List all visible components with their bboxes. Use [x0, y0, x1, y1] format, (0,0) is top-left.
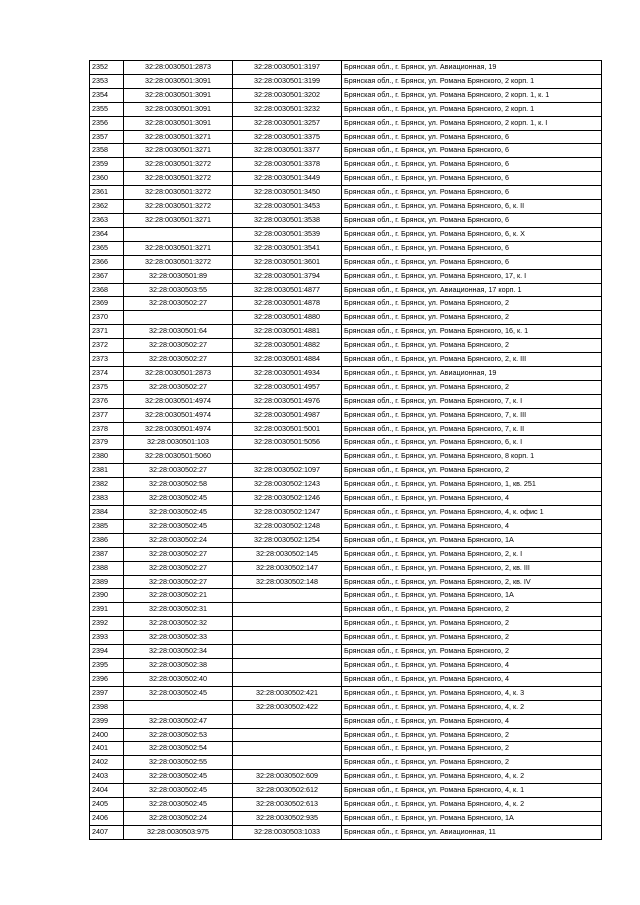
- row-number-cell: 2352: [90, 61, 124, 75]
- land-parcel-number-cell: 32:28:0030502:27: [124, 353, 233, 367]
- row-number-cell: 2407: [90, 825, 124, 839]
- table-row: [90, 742, 602, 756]
- row-number-cell: 2373: [90, 353, 124, 367]
- land-parcel-number-cell: 32:28:0030501:103: [124, 436, 233, 450]
- row-number-cell: 2403: [90, 770, 124, 784]
- object-cadastral-number-cell: [233, 756, 342, 770]
- table-row: [90, 617, 602, 631]
- table-row: [90, 74, 602, 88]
- object-cadastral-number-cell: [233, 728, 342, 742]
- object-cadastral-number-cell: 32:28:0030501:3197: [233, 61, 342, 75]
- row-number-cell: 2358: [90, 144, 124, 158]
- address-cell: Брянская обл., г. Брянск, ул. Романа Брянского, 4: [342, 672, 602, 686]
- address-cell: Брянская обл., г. Брянск, ул. Романа Брянского, 2 корп. 1: [342, 74, 602, 88]
- object-cadastral-number-cell: 32:28:0030502:1246: [233, 492, 342, 506]
- row-number-cell: 2379: [90, 436, 124, 450]
- table-row: [90, 88, 602, 102]
- table-row: [90, 589, 602, 603]
- land-parcel-number-cell: 32:28:0030501:3271: [124, 213, 233, 227]
- object-cadastral-number-cell: 32:28:0030501:4878: [233, 297, 342, 311]
- address-cell: Брянская обл., г. Брянск, ул. Романа Брянского, 2, к. I: [342, 547, 602, 561]
- row-number-cell: 2356: [90, 116, 124, 130]
- row-number-cell: 2402: [90, 756, 124, 770]
- table-row: [90, 158, 602, 172]
- land-parcel-number-cell: 32:28:0030502:58: [124, 478, 233, 492]
- table-row: [90, 658, 602, 672]
- row-number-cell: 2364: [90, 227, 124, 241]
- row-number-cell: 2363: [90, 213, 124, 227]
- object-cadastral-number-cell: 32:28:0030502:145: [233, 547, 342, 561]
- object-cadastral-number-cell: 32:28:0030501:4976: [233, 394, 342, 408]
- land-parcel-number-cell: 32:28:0030501:3091: [124, 102, 233, 116]
- object-cadastral-number-cell: [233, 450, 342, 464]
- row-number-cell: 2354: [90, 88, 124, 102]
- object-cadastral-number-cell: 32:28:0030502:421: [233, 686, 342, 700]
- table-row: [90, 798, 602, 812]
- object-cadastral-number-cell: 32:28:0030501:5001: [233, 422, 342, 436]
- object-cadastral-number-cell: 32:28:0030502:609: [233, 770, 342, 784]
- land-parcel-number-cell: 32:28:0030502:40: [124, 672, 233, 686]
- land-parcel-number-cell: 32:28:0030502:45: [124, 770, 233, 784]
- object-cadastral-number-cell: 32:28:0030502:1247: [233, 506, 342, 520]
- address-cell: Брянская обл., г. Брянск, ул. Романа Брянского, 6: [342, 158, 602, 172]
- object-cadastral-number-cell: 32:28:0030501:3539: [233, 227, 342, 241]
- land-parcel-number-cell: 32:28:0030501:3272: [124, 255, 233, 269]
- table-row: [90, 200, 602, 214]
- address-cell: Брянская обл., г. Брянск, ул. Романа Брянского, 2: [342, 645, 602, 659]
- table-row: [90, 478, 602, 492]
- land-parcel-number-cell: 32:28:0030501:4974: [124, 394, 233, 408]
- table-row: [90, 631, 602, 645]
- table-row: [90, 116, 602, 130]
- land-parcel-number-cell: 32:28:0030501:3091: [124, 88, 233, 102]
- address-cell: Брянская обл., г. Брянск, ул. Романа Брянского, 6: [342, 144, 602, 158]
- address-cell: Брянская обл., г. Брянск, ул. Романа Брянского, 6: [342, 255, 602, 269]
- address-cell: Брянская обл., г. Брянск, ул. Романа Брянского, 1, кв. 251: [342, 478, 602, 492]
- address-cell: Брянская обл., г. Брянск, ул. Романа Брянского, 8 корп. 1: [342, 450, 602, 464]
- address-cell: Брянская обл., г. Брянск, ул. Романа Брянского, 6, к. I: [342, 436, 602, 450]
- row-number-cell: 2366: [90, 255, 124, 269]
- table-row: [90, 756, 602, 770]
- land-parcel-number-cell: [124, 227, 233, 241]
- land-parcel-number-cell: 32:28:0030501:3091: [124, 116, 233, 130]
- address-cell: Брянская обл., г. Брянск, ул. Романа Брянского, 16, к. 1: [342, 325, 602, 339]
- land-parcel-number-cell: 32:28:0030502:33: [124, 631, 233, 645]
- land-parcel-number-cell: 32:28:0030501:64: [124, 325, 233, 339]
- row-number-cell: 2375: [90, 380, 124, 394]
- row-number-cell: 2382: [90, 478, 124, 492]
- address-cell: Брянская обл., г. Брянск, ул. Романа Брянского, 6: [342, 186, 602, 200]
- row-number-cell: 2387: [90, 547, 124, 561]
- address-cell: Брянская обл., г. Брянск, ул. Романа Брянского, 2: [342, 631, 602, 645]
- table-row: [90, 575, 602, 589]
- land-parcel-number-cell: 32:28:0030502:45: [124, 506, 233, 520]
- table-row: [90, 436, 602, 450]
- table-row: [90, 408, 602, 422]
- table-row: [90, 130, 602, 144]
- object-cadastral-number-cell: 32:28:0030501:3794: [233, 269, 342, 283]
- land-parcel-number-cell: 32:28:0030501:5060: [124, 450, 233, 464]
- address-cell: Брянская обл., г. Брянск, ул. Романа Брянского, 2 корп. 1: [342, 102, 602, 116]
- address-cell: Брянская обл., г. Брянск, ул. Романа Брянского, 6, к. X: [342, 227, 602, 241]
- row-number-cell: 2398: [90, 700, 124, 714]
- table-row: [90, 227, 602, 241]
- object-cadastral-number-cell: 32:28:0030501:3202: [233, 88, 342, 102]
- object-cadastral-number-cell: [233, 631, 342, 645]
- object-cadastral-number-cell: 32:28:0030501:3377: [233, 144, 342, 158]
- land-parcel-number-cell: 32:28:0030502:27: [124, 339, 233, 353]
- address-cell: Брянская обл., г. Брянск, ул. Романа Брянского, 2, кв. IV: [342, 575, 602, 589]
- address-cell: Брянская обл., г. Брянск, ул. Романа Брянского, 2: [342, 297, 602, 311]
- land-parcel-number-cell: 32:28:0030502:45: [124, 784, 233, 798]
- object-cadastral-number-cell: [233, 672, 342, 686]
- address-cell: Брянская обл., г. Брянск, ул. Романа Брянского, 2: [342, 380, 602, 394]
- row-number-cell: 2396: [90, 672, 124, 686]
- object-cadastral-number-cell: 32:28:0030502:613: [233, 798, 342, 812]
- address-cell: Брянская обл., г. Брянск, ул. Романа Брянского, 4: [342, 714, 602, 728]
- row-number-cell: 2369: [90, 297, 124, 311]
- table-row: [90, 672, 602, 686]
- land-parcel-number-cell: 32:28:0030502:21: [124, 589, 233, 603]
- address-cell: Брянская обл., г. Брянск, ул. Романа Брянского, 2: [342, 742, 602, 756]
- row-number-cell: 2357: [90, 130, 124, 144]
- object-cadastral-number-cell: 32:28:0030501:4987: [233, 408, 342, 422]
- address-cell: Брянская обл., г. Брянск, ул. Романа Брянского, 1А: [342, 811, 602, 825]
- land-parcel-number-cell: 32:28:0030501:4974: [124, 408, 233, 422]
- row-number-cell: 2365: [90, 241, 124, 255]
- land-parcel-number-cell: 32:28:0030501:3272: [124, 172, 233, 186]
- object-cadastral-number-cell: 32:28:0030503:1033: [233, 825, 342, 839]
- row-number-cell: 2359: [90, 158, 124, 172]
- row-number-cell: 2390: [90, 589, 124, 603]
- object-cadastral-number-cell: 32:28:0030501:3450: [233, 186, 342, 200]
- object-cadastral-number-cell: 32:28:0030501:4882: [233, 339, 342, 353]
- object-cadastral-number-cell: 32:28:0030501:4877: [233, 283, 342, 297]
- land-parcel-number-cell: 32:28:0030502:45: [124, 686, 233, 700]
- land-parcel-number-cell: 32:28:0030501:3271: [124, 241, 233, 255]
- object-cadastral-number-cell: 32:28:0030501:4881: [233, 325, 342, 339]
- address-cell: Брянская обл., г. Брянск, ул. Романа Брянского, 2, кв. III: [342, 561, 602, 575]
- land-parcel-number-cell: 32:28:0030502:47: [124, 714, 233, 728]
- row-number-cell: 2385: [90, 519, 124, 533]
- address-cell: Брянская обл., г. Брянск, ул. Романа Брянского, 2, к. III: [342, 353, 602, 367]
- object-cadastral-number-cell: 32:28:0030502:1243: [233, 478, 342, 492]
- table-row: [90, 144, 602, 158]
- address-cell: Брянская обл., г. Брянск, ул. Романа Брянского, 2: [342, 464, 602, 478]
- row-number-cell: 2405: [90, 798, 124, 812]
- land-parcel-number-cell: 32:28:0030502:27: [124, 547, 233, 561]
- address-cell: Брянская обл., г. Брянск, ул. Романа Брянского, 7, к. III: [342, 408, 602, 422]
- address-cell: Брянская обл., г. Брянск, ул. Романа Брянского, 17, к. I: [342, 269, 602, 283]
- object-cadastral-number-cell: 32:28:0030501:5056: [233, 436, 342, 450]
- table-row: [90, 603, 602, 617]
- land-parcel-number-cell: 32:28:0030502:31: [124, 603, 233, 617]
- table-row: [90, 422, 602, 436]
- table-row: [90, 547, 602, 561]
- table-row: [90, 825, 602, 839]
- object-cadastral-number-cell: [233, 658, 342, 672]
- table-row: [90, 464, 602, 478]
- row-number-cell: 2401: [90, 742, 124, 756]
- row-number-cell: 2380: [90, 450, 124, 464]
- table-row: [90, 492, 602, 506]
- address-cell: Брянская обл., г. Брянск, ул. Романа Брянского, 4: [342, 519, 602, 533]
- object-cadastral-number-cell: 32:28:0030501:3232: [233, 102, 342, 116]
- address-cell: Брянская обл., г. Брянск, ул. Романа Брянского, 6: [342, 241, 602, 255]
- land-parcel-number-cell: 32:28:0030501:3091: [124, 74, 233, 88]
- address-cell: Брянская обл., г. Брянск, ул. Романа Брянского, 2: [342, 617, 602, 631]
- object-cadastral-number-cell: [233, 589, 342, 603]
- row-number-cell: 2367: [90, 269, 124, 283]
- object-cadastral-number-cell: 32:28:0030502:1248: [233, 519, 342, 533]
- row-number-cell: 2389: [90, 575, 124, 589]
- table-row: [90, 380, 602, 394]
- table-row: [90, 686, 602, 700]
- land-parcel-number-cell: 32:28:0030502:54: [124, 742, 233, 756]
- row-number-cell: 2397: [90, 686, 124, 700]
- object-cadastral-number-cell: [233, 714, 342, 728]
- table-row: [90, 714, 602, 728]
- row-number-cell: 2383: [90, 492, 124, 506]
- table-row: [90, 700, 602, 714]
- row-number-cell: 2406: [90, 811, 124, 825]
- row-number-cell: 2386: [90, 533, 124, 547]
- object-cadastral-number-cell: 32:28:0030501:3378: [233, 158, 342, 172]
- row-number-cell: 2381: [90, 464, 124, 478]
- object-cadastral-number-cell: 32:28:0030502:935: [233, 811, 342, 825]
- address-cell: Брянская обл., г. Брянск, ул. Романа Брянского, 4: [342, 492, 602, 506]
- address-cell: Брянская обл., г. Брянск, ул. Романа Брянского, 7, к. I: [342, 394, 602, 408]
- address-cell: Брянская обл., г. Брянск, ул. Романа Брянского, 1А: [342, 589, 602, 603]
- object-cadastral-number-cell: 32:28:0030501:3601: [233, 255, 342, 269]
- object-cadastral-number-cell: 32:28:0030501:4934: [233, 366, 342, 380]
- land-parcel-number-cell: 32:28:0030501:3271: [124, 144, 233, 158]
- land-parcel-number-cell: 32:28:0030502:45: [124, 519, 233, 533]
- row-number-cell: 2362: [90, 200, 124, 214]
- table-row: [90, 325, 602, 339]
- address-cell: Брянская обл., г. Брянск, ул. Романа Брянского, 6: [342, 172, 602, 186]
- address-cell: Брянская обл., г. Брянск, ул. Романа Брянского, 4, к. 3: [342, 686, 602, 700]
- land-parcel-number-cell: 32:28:0030502:27: [124, 380, 233, 394]
- row-number-cell: 2388: [90, 561, 124, 575]
- object-cadastral-number-cell: 32:28:0030501:4880: [233, 311, 342, 325]
- table-row: [90, 366, 602, 380]
- table-row: [90, 728, 602, 742]
- table-row: [90, 255, 602, 269]
- object-cadastral-number-cell: 32:28:0030502:1097: [233, 464, 342, 478]
- row-number-cell: 2361: [90, 186, 124, 200]
- land-parcel-number-cell: 32:28:0030501:3272: [124, 158, 233, 172]
- table-body: [90, 61, 602, 840]
- object-cadastral-number-cell: [233, 617, 342, 631]
- table-row: [90, 102, 602, 116]
- address-cell: Брянская обл., г. Брянск, ул. Авиационная, 19: [342, 61, 602, 75]
- cadastral-registry-table: [89, 60, 602, 840]
- table-row: [90, 269, 602, 283]
- address-cell: Брянская обл., г. Брянск, ул. Романа Брянского, 4, к. 2: [342, 798, 602, 812]
- object-cadastral-number-cell: 32:28:0030501:4957: [233, 380, 342, 394]
- table-row: [90, 394, 602, 408]
- row-number-cell: 2394: [90, 645, 124, 659]
- table-row: [90, 770, 602, 784]
- land-parcel-number-cell: 32:28:0030501:2873: [124, 61, 233, 75]
- address-cell: Брянская обл., г. Брянск, ул. Романа Брянского, 6, к. II: [342, 200, 602, 214]
- row-number-cell: 2404: [90, 784, 124, 798]
- object-cadastral-number-cell: 32:28:0030501:3199: [233, 74, 342, 88]
- land-parcel-number-cell: 32:28:0030502:45: [124, 798, 233, 812]
- object-cadastral-number-cell: [233, 645, 342, 659]
- table-row: [90, 213, 602, 227]
- table-row: [90, 241, 602, 255]
- land-parcel-number-cell: 32:28:0030502:27: [124, 297, 233, 311]
- land-parcel-number-cell: [124, 700, 233, 714]
- object-cadastral-number-cell: [233, 742, 342, 756]
- row-number-cell: 2400: [90, 728, 124, 742]
- row-number-cell: 2378: [90, 422, 124, 436]
- object-cadastral-number-cell: 32:28:0030501:3541: [233, 241, 342, 255]
- object-cadastral-number-cell: 32:28:0030501:3453: [233, 200, 342, 214]
- address-cell: Брянская обл., г. Брянск, ул. Романа Брянского, 4, к. 2: [342, 770, 602, 784]
- object-cadastral-number-cell: 32:28:0030501:3257: [233, 116, 342, 130]
- land-parcel-number-cell: 32:28:0030501:3272: [124, 200, 233, 214]
- object-cadastral-number-cell: [233, 603, 342, 617]
- table-row: [90, 450, 602, 464]
- table-row: [90, 519, 602, 533]
- address-cell: Брянская обл., г. Брянск, ул. Романа Брянского, 2: [342, 603, 602, 617]
- object-cadastral-number-cell: 32:28:0030501:4884: [233, 353, 342, 367]
- table-row: [90, 61, 602, 75]
- table-row: [90, 645, 602, 659]
- address-cell: Брянская обл., г. Брянск, ул. Романа Брянского, 4: [342, 658, 602, 672]
- row-number-cell: 2377: [90, 408, 124, 422]
- table-row: [90, 561, 602, 575]
- address-cell: Брянская обл., г. Брянск, ул. Авиационная, 11: [342, 825, 602, 839]
- object-cadastral-number-cell: 32:28:0030501:3375: [233, 130, 342, 144]
- row-number-cell: 2355: [90, 102, 124, 116]
- address-cell: Брянская обл., г. Брянск, ул. Романа Брянского, 4, к. 1: [342, 784, 602, 798]
- row-number-cell: 2360: [90, 172, 124, 186]
- land-parcel-number-cell: 32:28:0030501:89: [124, 269, 233, 283]
- address-cell: Брянская обл., г. Брянск, ул. Авиационная, 19: [342, 366, 602, 380]
- land-parcel-number-cell: 32:28:0030501:2873: [124, 366, 233, 380]
- address-cell: Брянская обл., г. Брянск, ул. Романа Брянского, 1А: [342, 533, 602, 547]
- land-parcel-number-cell: 32:28:0030503:975: [124, 825, 233, 839]
- object-cadastral-number-cell: 32:28:0030501:3449: [233, 172, 342, 186]
- row-number-cell: 2395: [90, 658, 124, 672]
- table-row: [90, 172, 602, 186]
- row-number-cell: 2376: [90, 394, 124, 408]
- address-cell: Брянская обл., г. Брянск, ул. Романа Брянского, 4, к. офис 1: [342, 506, 602, 520]
- land-parcel-number-cell: 32:28:0030502:24: [124, 811, 233, 825]
- row-number-cell: 2392: [90, 617, 124, 631]
- object-cadastral-number-cell: 32:28:0030502:147: [233, 561, 342, 575]
- row-number-cell: 2374: [90, 366, 124, 380]
- land-parcel-number-cell: 32:28:0030502:45: [124, 492, 233, 506]
- land-parcel-number-cell: 32:28:0030501:3271: [124, 130, 233, 144]
- row-number-cell: 2371: [90, 325, 124, 339]
- row-number-cell: 2391: [90, 603, 124, 617]
- row-number-cell: 2372: [90, 339, 124, 353]
- address-cell: Брянская обл., г. Брянск, ул. Романа Брянского, 2: [342, 756, 602, 770]
- table-row: [90, 297, 602, 311]
- address-cell: Брянская обл., г. Брянск, ул. Авиационная, 17 корп. 1: [342, 283, 602, 297]
- object-cadastral-number-cell: 32:28:0030502:148: [233, 575, 342, 589]
- address-cell: Брянская обл., г. Брянск, ул. Романа Брянского, 6: [342, 130, 602, 144]
- table-row: [90, 506, 602, 520]
- table-row: [90, 186, 602, 200]
- land-parcel-number-cell: 32:28:0030502:32: [124, 617, 233, 631]
- row-number-cell: 2384: [90, 506, 124, 520]
- address-cell: Брянская обл., г. Брянск, ул. Романа Брянского, 2 корп. 1, к. 1: [342, 88, 602, 102]
- land-parcel-number-cell: 32:28:0030502:27: [124, 464, 233, 478]
- address-cell: Брянская обл., г. Брянск, ул. Романа Брянского, 2: [342, 728, 602, 742]
- address-cell: Брянская обл., г. Брянск, ул. Романа Брянского, 2: [342, 339, 602, 353]
- land-parcel-number-cell: [124, 311, 233, 325]
- table-row: [90, 339, 602, 353]
- row-number-cell: 2368: [90, 283, 124, 297]
- object-cadastral-number-cell: 32:28:0030502:422: [233, 700, 342, 714]
- land-parcel-number-cell: 32:28:0030501:3272: [124, 186, 233, 200]
- row-number-cell: 2370: [90, 311, 124, 325]
- object-cadastral-number-cell: 32:28:0030501:3538: [233, 213, 342, 227]
- land-parcel-number-cell: 32:28:0030501:4974: [124, 422, 233, 436]
- address-cell: Брянская обл., г. Брянск, ул. Романа Брянского, 2: [342, 311, 602, 325]
- row-number-cell: 2393: [90, 631, 124, 645]
- address-cell: Брянская обл., г. Брянск, ул. Романа Брянского, 6: [342, 213, 602, 227]
- land-parcel-number-cell: 32:28:0030502:53: [124, 728, 233, 742]
- document-page: [89, 60, 601, 840]
- object-cadastral-number-cell: 32:28:0030502:1254: [233, 533, 342, 547]
- land-parcel-number-cell: 32:28:0030502:38: [124, 658, 233, 672]
- object-cadastral-number-cell: 32:28:0030502:612: [233, 784, 342, 798]
- row-number-cell: 2353: [90, 74, 124, 88]
- table-row: [90, 353, 602, 367]
- table-row: [90, 811, 602, 825]
- row-number-cell: 2399: [90, 714, 124, 728]
- land-parcel-number-cell: 32:28:0030502:55: [124, 756, 233, 770]
- address-cell: Брянская обл., г. Брянск, ул. Романа Брянского, 2 корп. 1, к. I: [342, 116, 602, 130]
- land-parcel-number-cell: 32:28:0030502:24: [124, 533, 233, 547]
- address-cell: Брянская обл., г. Брянск, ул. Романа Брянского, 7, к. II: [342, 422, 602, 436]
- table-row: [90, 311, 602, 325]
- land-parcel-number-cell: 32:28:0030502:34: [124, 645, 233, 659]
- address-cell: Брянская обл., г. Брянск, ул. Романа Брянского, 4, к. 2: [342, 700, 602, 714]
- table-row: [90, 533, 602, 547]
- land-parcel-number-cell: 32:28:0030502:27: [124, 575, 233, 589]
- table-row: [90, 283, 602, 297]
- land-parcel-number-cell: 32:28:0030503:55: [124, 283, 233, 297]
- table-row: [90, 784, 602, 798]
- land-parcel-number-cell: 32:28:0030502:27: [124, 561, 233, 575]
